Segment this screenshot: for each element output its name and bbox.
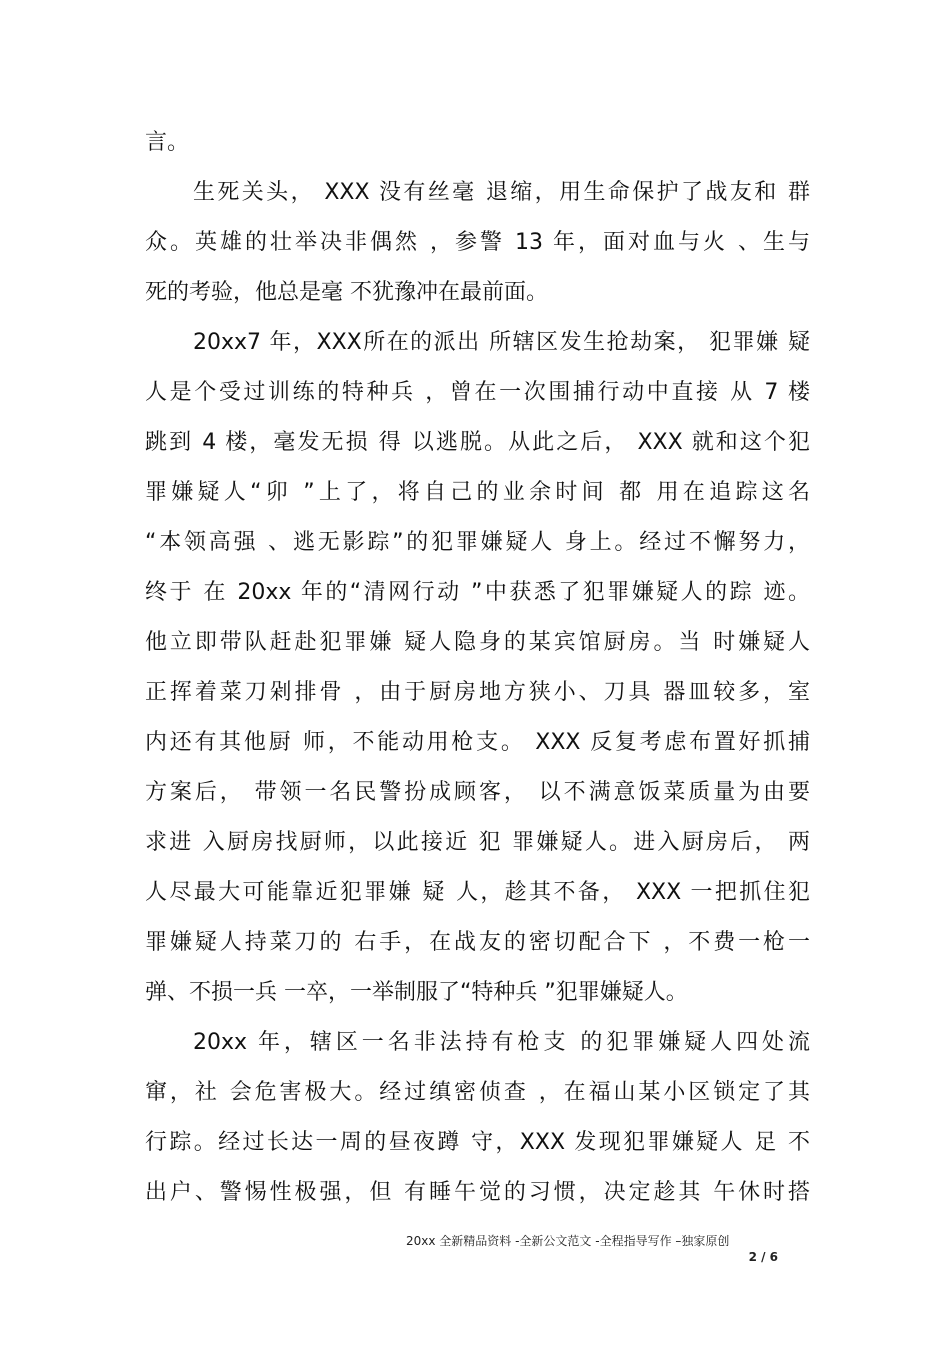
text-line: 出户、警惕性极强，但 有睡午觉的习惯，决定趁其 午休时搭 — [145, 1180, 810, 1205]
text-line: 内还有其他厨 师，不能动用枪支。 XXX 反复考虑布置好抓捕 — [145, 730, 810, 755]
text-line: 众。英雄的壮举决非偶然 ，参警 13 年，面对血与火 、生与 — [145, 230, 810, 255]
text-line: 跳到 4 楼，毫发无损 得 以逃脱。从此之后， XXX 就和这个犯 — [145, 430, 810, 455]
text-line: 死的考验，他总是毫 不犹豫冲在最前面。 — [145, 280, 548, 305]
text-line: 罪嫌疑人“卯 ”上了，将自己的业余时间 都 用在追踪这名 — [145, 480, 810, 505]
text-line: 窜，社 会危害极大。经过缜密侦查 ，在福山某小区锁定了其 — [145, 1080, 810, 1105]
text-line: 求进 入厨房找厨师，以此接近 犯 罪嫌疑人。进入厨房后， 两 — [145, 830, 810, 855]
text-line: 罪嫌疑人持菜刀的 右手，在战友的密切配合下 ，不费一枪一 — [145, 930, 810, 955]
text-line: 方案后， 带领一名民警扮成顾客， 以不满意饭菜质量为由要 — [145, 780, 810, 805]
footer-note: 20xx 全新精品资料 -全新公文范文 -全程指导写作 –独家原创 — [406, 1234, 730, 1248]
text-line: “本领高强 、逃无影踪”的犯罪嫌疑人 身上。经过不懈努力， — [145, 530, 810, 555]
page-number: 2 / 6 — [748, 1250, 778, 1264]
text-line: 人尽最大可能靠近犯罪嫌 疑 人，趁其不备， XXX 一把抓住犯 — [145, 880, 810, 905]
text-line: 人是个受过训练的特种兵 ，曾在一次围捕行动中直接 从 7 楼 — [145, 380, 810, 405]
text-line: 生死关头， XXX 没有丝毫 退缩，用生命保护了战友和 群 — [193, 180, 810, 205]
body-text — [145, 118, 810, 1218]
text-line: 20xx 年，辖区一名非法持有枪支 的犯罪嫌疑人四处流 — [193, 1030, 810, 1055]
text-line: 20xx7 年，XXX所在的派出 所辖区发生抢劫案， 犯罪嫌 疑 — [193, 330, 810, 355]
page-footer — [406, 1233, 778, 1265]
text-line: 正挥着菜刀剁排骨 ，由于厨房地方狭小、刀具 器皿较多，室 — [145, 680, 810, 705]
text-line: 他立即带队赶赴犯罪嫌 疑人隐身的某宾馆厨房。当 时嫌疑人 — [145, 630, 810, 655]
text-line: 言。 — [145, 130, 190, 155]
text-line: 终于 在 20xx 年的“清网行动 ”中获悉了犯罪嫌疑人的踪 迹。 — [145, 580, 810, 605]
text-line: 弹、不损一兵 一卒，一举制服了“特种兵 ”犯罪嫌疑人。 — [145, 980, 688, 1005]
text-line: 行踪。经过长达一周的昼夜蹲 守，XXX 发现犯罪嫌疑人 足 不 — [145, 1130, 810, 1155]
